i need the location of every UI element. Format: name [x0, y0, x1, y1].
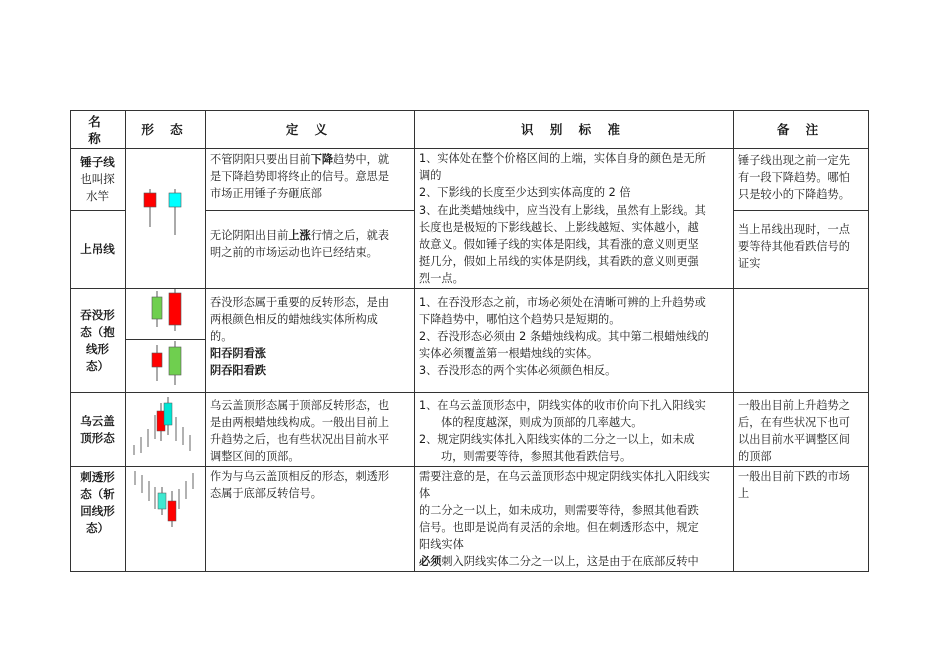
criteria-line: 2、规定阴线实体扎入阳线实体的二分之一以上，如未成 — [419, 433, 695, 446]
header-remarks: 备 注 — [776, 122, 825, 137]
criteria-line: 体 — [419, 487, 431, 500]
def-hanging-text-a: 无论阴阳出目前 — [210, 229, 289, 242]
header-criteria: 识 别 标 准 — [520, 122, 627, 137]
definition-line: 两根颜色相反的蜡烛线实体所构成 — [210, 313, 378, 326]
name-line: 态） — [86, 521, 109, 535]
definition-bullish-engulfing: 阳吞阴看涨 — [210, 347, 266, 360]
definition-hanging — [206, 226, 414, 286]
remark-split-line — [733, 210, 869, 211]
remark-hammer — [734, 151, 868, 210]
header-shape: 形 态 — [141, 122, 189, 137]
criteria-dark-cloud-cover — [415, 396, 733, 466]
definition-dark-cloud-cover — [206, 396, 414, 466]
criteria-line: 调的 — [419, 169, 442, 183]
pierce-red-body — [168, 501, 176, 521]
name-line: 态（抱 — [80, 324, 115, 339]
header-name: 名 称 — [88, 113, 107, 146]
definition-engulfing — [206, 293, 414, 392]
definition-line: 态属于底部反转信号。 — [210, 487, 322, 500]
def-hammer-bold: 下降 — [310, 153, 334, 166]
name-line: 吞没形 — [80, 307, 115, 322]
remark-line: 一般出目前下跌的市场 — [738, 470, 850, 483]
criteria-line: 2、吞没形态必须由 2 条蜡烛线构成。其中第二根蜡烛线的 — [419, 330, 709, 343]
def-hammer-text-a: 不管阴阳只要出目前 — [210, 153, 311, 166]
def-hanging-line-2: 明之前的市场运动也许已经结束。 — [210, 246, 378, 259]
criteria-line: 功，则需要等待，参照其他看跌信号。 — [441, 450, 632, 463]
remark-piercing — [734, 467, 868, 571]
definition-line: 作为与乌云盖顶相反的形态，刺透形 — [210, 470, 390, 483]
definition-piercing — [206, 467, 414, 571]
name-dark-cloud-cover — [70, 393, 125, 466]
header-definition: 定 义 — [285, 122, 334, 137]
piercing-candles-figure — [126, 467, 205, 571]
definition-bearish-engulfing: 阴吞阳看跌 — [210, 364, 266, 377]
def-hammer-line-3: 市场正用锤子夯砸底部 — [210, 187, 322, 200]
criteria-line: 挺几分，假如上吊线的实体是阴线，其看跌的意义则更强 — [419, 255, 699, 269]
criteria-hammer-hanging — [415, 149, 733, 288]
definition-line: 吞没形态属于重要的反转形态，是由 — [210, 296, 390, 309]
criteria-line: 烈一点。 — [419, 272, 464, 286]
criteria-line: 1、在吞没形态之前，市场必须处在清晰可辨的上升趋势或 — [419, 296, 706, 309]
remark-line: 要等待其他看跌信号的 — [738, 240, 850, 253]
remark-line: 一般出目前上升趋势之 — [738, 399, 850, 412]
remark-line: 证实 — [738, 257, 761, 270]
candle-body-cyan — [169, 193, 181, 207]
remark-line: 有一段下降趋势。哪怕 — [738, 171, 850, 184]
criteria-line: 1、在乌云盖顶形态中，阴线实体的收市价向下扎入阳线实 — [419, 399, 706, 412]
remark-line: 的顶部 — [738, 450, 772, 463]
remark-hanging — [734, 220, 868, 286]
name-line: 态） — [86, 358, 109, 373]
criteria-line: 体的程度越深，则成为顶部的几率越大。 — [441, 416, 643, 429]
def-hammer-line-2: 是下降趋势即将终止的信号。意思是 — [210, 170, 390, 183]
definition-hammer — [206, 149, 414, 210]
pierce-cyan-body — [158, 493, 166, 509]
name-engulfing — [70, 289, 125, 392]
table-border-bottom — [70, 571, 869, 572]
candle-body-red — [144, 193, 156, 207]
name-piercing — [70, 467, 125, 571]
definition-line: 乌云盖顶形态属于顶部反转形态，也 — [210, 399, 390, 412]
engulf-bull-small-green — [152, 297, 162, 319]
criteria-bold-must: 必须 — [419, 555, 442, 568]
col-border-right — [868, 110, 869, 572]
criteria-line: 长度也是极短的下影线越长、上影线越短、实体越小，越 — [419, 220, 699, 234]
criteria-line: 故意义。假如锤子线的实体是阳线，其看涨的意义则更坚 — [419, 238, 699, 252]
engulf-bull-big-red — [169, 293, 181, 325]
remark-line: 当上吊线出现时，一点 — [738, 223, 850, 236]
name-hammer-alias-2: 水竿 — [86, 189, 109, 203]
dcc-cyan-body — [164, 403, 172, 425]
dark-cloud-cover-candles-figure — [126, 393, 205, 466]
criteria-line: 1、实体处在整个价格区间的上端，实体自身的颜色是无所 — [419, 152, 706, 165]
criteria-line: 2、下影线的长度至少达到实体高度的 2 倍 — [419, 186, 631, 200]
criteria-piercing — [415, 467, 733, 571]
name-hammer-title: 锤子线 — [80, 155, 115, 169]
name-line: 态（斩 — [80, 487, 115, 501]
name-hanging-man — [70, 211, 125, 288]
criteria-line: 3、吞没形态的两个实体必须颜色相反。 — [419, 364, 617, 377]
name-line: 刺透形 — [80, 470, 115, 484]
criteria-line: 需要注意的是，在乌云盖顶形态中规定阴线实体扎入阳线实 — [419, 470, 710, 483]
definition-line: 的。 — [210, 330, 233, 343]
criteria-line: 阳线实体 — [419, 538, 464, 551]
criteria-line: 的二分之一以上，如未成功，则需要等待，参照其他看跌 — [419, 504, 699, 517]
criteria-engulfing — [415, 293, 733, 392]
remark-line: 上 — [738, 487, 750, 500]
name-hanging-title: 上吊线 — [80, 242, 115, 256]
name-line: 线形 — [86, 341, 109, 356]
criteria-line: 3、在此类蜡烛线中，应当没有上影线，虽然有上影线。其 — [419, 203, 706, 217]
def-hammer-text-b: 趋势中，就 — [333, 153, 390, 166]
remark-line: 后，在有些状况下也可 — [738, 416, 850, 429]
remark-line: 只是较小的下降趋势。 — [738, 188, 850, 201]
name-line: 乌云盖 — [80, 413, 115, 428]
definition-line: 是由两根蜡烛线构成。一般出目前上 — [210, 416, 390, 429]
remark-dark-cloud-cover — [734, 396, 868, 466]
definition-line: 调整区间的顶部。 — [210, 450, 300, 463]
criteria-line: 下降趋势中，哪怕这个趋势只是短期的。 — [419, 313, 621, 326]
name-line: 回线形 — [80, 504, 115, 518]
remark-line: 锤子线出现之前一定先 — [738, 154, 850, 167]
def-hanging-text-b: 行情之后，就表 — [310, 229, 390, 242]
hammer-hanging-candles-figure — [126, 149, 205, 288]
criteria-line: 实体必须覆盖第一根蜡烛线的实体。 — [419, 347, 599, 360]
name-hammer-alias-1: 也叫探 — [80, 172, 115, 186]
name-hammer — [70, 149, 125, 210]
def-hanging-bold: 上涨 — [288, 229, 311, 242]
criteria-line: 信号。也即是说尚有灵活的余地。但在刺透形态中，规定 — [419, 521, 699, 534]
engulf-bear-small-red — [152, 353, 162, 367]
criteria-last-line: 刺入阴线实体二分之一以上，这是由于在底部反转中 — [441, 555, 699, 568]
remark-line: 以出目前水平调整区间 — [738, 433, 850, 446]
engulf-bear-big-green — [169, 347, 181, 375]
definition-split-line — [205, 210, 414, 211]
name-line: 顶形态 — [80, 430, 115, 445]
definition-line: 升趋势之后，也有些状况出目前水平 — [210, 433, 390, 446]
engulfing-candles-figure — [126, 289, 205, 392]
